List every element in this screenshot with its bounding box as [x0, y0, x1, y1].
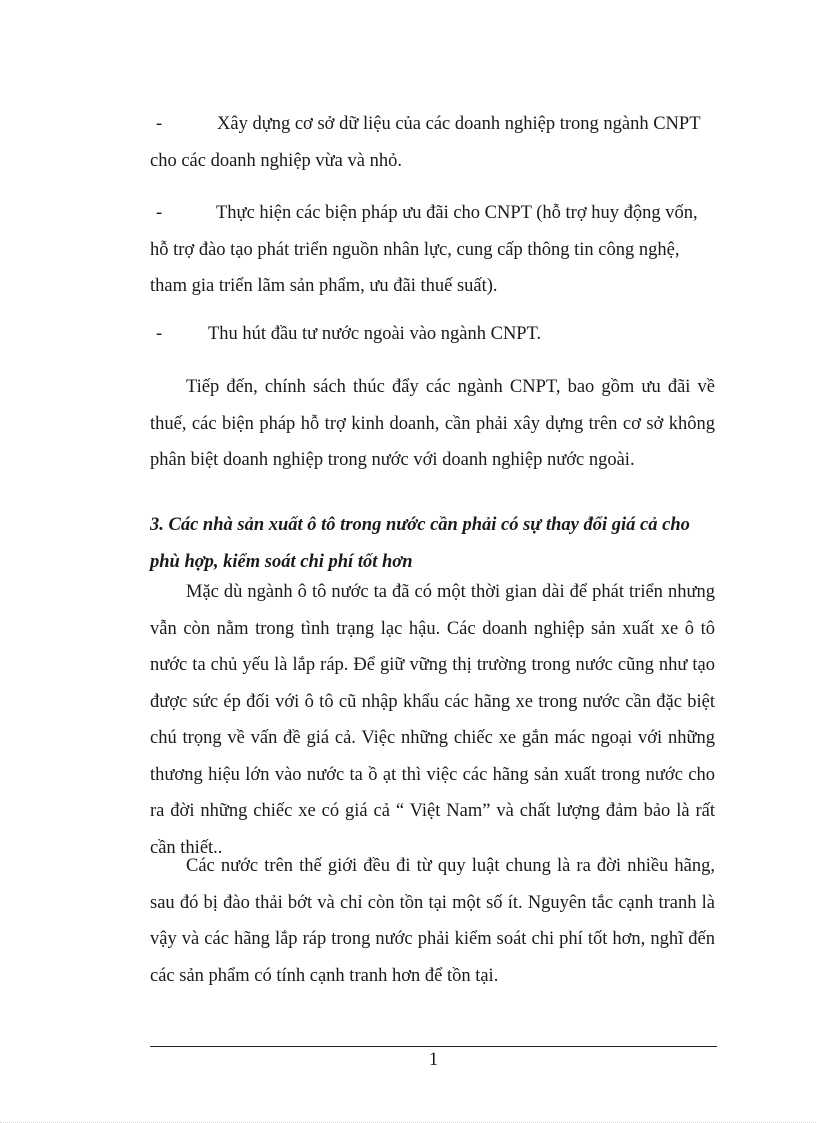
bullet-text-line: hỗ trợ đào tạo phát triển nguồn nhân lực, cung cấp thông tin công nghệ,: [150, 239, 680, 260]
footer-divider: [150, 1046, 717, 1047]
bullet-item: [150, 316, 715, 353]
bullet-text-line: Xây dựng cơ sở dữ liệu của các doanh nghiệp trong ngành CNPT: [217, 114, 701, 134]
bullet-item: [150, 195, 715, 305]
paragraph-body: Các nước trên thế giới đều đi từ quy luật chung là ra đời nhiều hãng, sau đó bị đào thải bớt và chỉ còn tồn tại một số ít. Nguyên tắc cạnh tranh là vậy và các hãng lắp ráp trong nước phải kiểm soát chi phí tốt hơn, nghĩ đến các sản phẩm có tính cạnh tranh hơn để tồn tại.: [150, 856, 715, 986]
bullet-text-line: cho các doanh nghiệp vừa và nhỏ.: [150, 150, 402, 171]
paragraph-intro: Tiếp đến, chính sách thúc đẩy các ngành CNPT, bao gồm ưu đãi về thuế, các biện pháp hỗ trợ kinh doanh, cần phải xây dựng trên cơ sở không phân biệt doanh nghiệp trong nước với doanh nghiệp nước ngoài.: [150, 377, 715, 470]
section-heading: 3. Các nhà sản xuất ô tô trong nước cần phải có sự thay đổi giá cả cho phù hợp, kiểm soát chi phí tốt hơn: [150, 515, 690, 572]
bullet-text-line: Thực hiện các biện pháp ưu đãi cho CNPT (hỗ trợ huy động vốn,: [216, 203, 698, 223]
bullet-text-line: Thu hút đầu tư nước ngoài vào ngành CNPT.: [208, 324, 542, 344]
bullet-dash: -: [156, 114, 163, 134]
bullet-item: [150, 106, 715, 179]
page-number: 1: [428, 1050, 439, 1070]
bullet-text-line: tham gia triển lãm sản phẩm, ưu đãi thuế suất).: [150, 276, 498, 296]
paragraph-body: Mặc dù ngành ô tô nước ta đã có một thời gian dài để phát triển nhưng vẫn còn nằm trong tình trạng lạc hậu. Các doanh nghiệp sản xuất xe ô tô nước ta chủ yếu là lắp ráp. Để giữ vững thị trường trong nước cũng như tạo được sức ép đối với ô tô cũ nhập khẩu các hãng xe trong nước cần đặc biệt chú trọng về vấn đề giá cả. Việc những chiếc xe gắn mác ngoại với những thương hiệu lớn vào nước ta ồ ạt thì việc các hãng sản xuất trong nước cho ra đời những chiếc xe có giá cả “ Việt Nam” và chất lượng đảm bảo là rất cần thiết..: [150, 582, 715, 858]
bullet-dash: -: [156, 203, 163, 223]
bullet-dash: -: [156, 324, 163, 344]
